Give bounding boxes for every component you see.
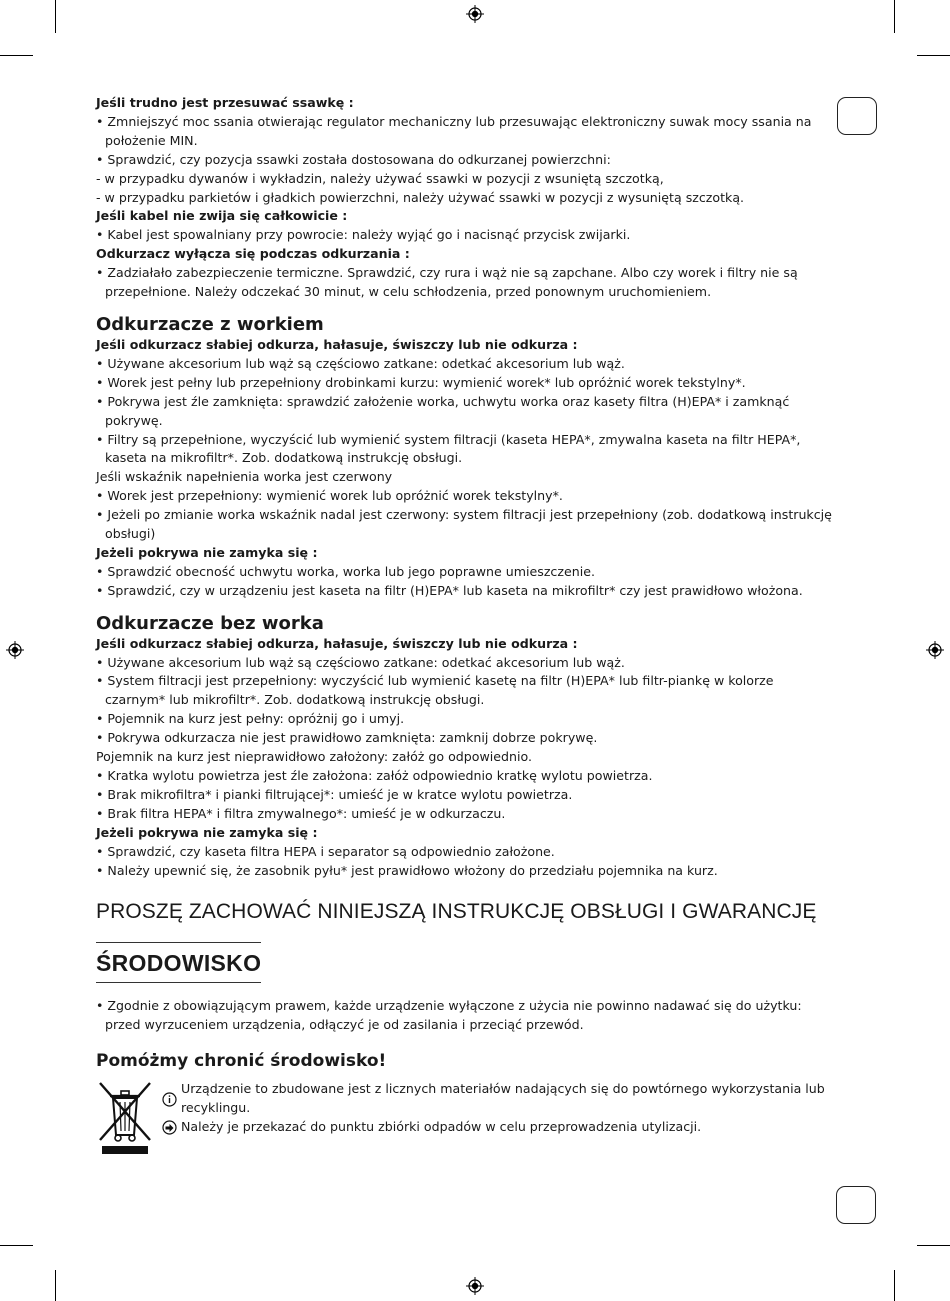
plain-text: Pojemnik na kurz jest nieprawidłowo założony: załóż go odpowiednio.	[96, 749, 533, 765]
crop-mark	[0, 1245, 33, 1246]
crop-mark	[0, 55, 33, 56]
registration-mark-icon	[466, 5, 484, 23]
registration-mark-icon	[466, 1277, 484, 1295]
registration-mark-icon	[6, 641, 24, 659]
list-item: • Używane akcesorium lub wąż są częściowo zatkane: odetkać akcesorium lub wąż.	[96, 355, 625, 371]
crop-mark	[894, 1270, 895, 1301]
list-item: • Sprawdzić, czy pozycja ssawki została dostosowana do odkurzanej powierzchni:	[96, 151, 611, 167]
list-item: • Pokrywa jest źle zamknięta: sprawdzić założenie worka, uchwytu worka oraz kasety filtra (H)EPA* i zamknąć pokrywę.	[96, 393, 790, 428]
section-heading: Jeżeli pokrywa nie zamyka się :	[96, 544, 318, 560]
document-body	[96, 94, 832, 1156]
page-number-box	[836, 1186, 876, 1224]
list-item: • Brak filtra HEPA* i filtra zmywalnego*: umieść je w odkurzaczu.	[96, 805, 506, 821]
bagless-vacuum-title: Odkurzacze bez worka	[96, 612, 324, 634]
section-heading: Jeżeli pokrywa nie zamyka się :	[96, 824, 318, 840]
section-heading: Jeśli odkurzacz słabiej odkurza, hałasuje, świszczy lub nie odkurza :	[96, 635, 578, 651]
list-item: • Sprawdzić obecność uchwytu worka, worka lub jego poprawne umieszczenie.	[96, 563, 595, 579]
list-item: • Filtry są przepełnione, wyczyścić lub wymienić system filtracji (kaseta HEPA*, zmywalna kaseta na filtr HEPA*, kaseta na mikrofiltr*. Zob. dodatkową instrukcję obsługi.	[96, 431, 801, 466]
environment-title-box	[96, 942, 261, 983]
list-item: • Brak mikrofiltra* i pianki filtrującej*: umieść je w kratce wylotu powietrza.	[96, 786, 573, 802]
registration-mark-icon	[926, 641, 944, 659]
list-item: • System filtracji jest przepełniony: wyczyścić lub wymienić kasetę na filtr (H)EPA* lub filtr-piankę w kolorze czarnym* lub mikrofiltr*. Zob. dodatkową instrukcję obsługi.	[96, 673, 774, 708]
help-environment-title: Pomóżmy chronić środowisko!	[96, 1051, 387, 1072]
list-item: • Pojemnik na kurz jest pełny: opróżnij go i umyj.	[96, 711, 405, 727]
section-heading: Jeśli kabel nie zwija się całkowicie :	[96, 208, 348, 224]
list-item: • Należy upewnić się, że zasobnik pyłu* jest prawidłowo włożony do przedziału pojemnika na kurz.	[96, 862, 718, 878]
plain-text: Jeśli wskaźnik napełnienia worka jest czerwony	[96, 469, 393, 485]
list-item: • Jeżeli po zmianie worka wskaźnik nadal jest czerwony: system filtracji jest przepełniony (zob. dodatkową instrukcję obsługi)	[96, 507, 832, 542]
crop-mark	[917, 55, 950, 56]
arrow-right-icon	[162, 1120, 177, 1135]
list-item: • Zadziałało zabezpieczenie termiczne. Sprawdzić, czy rura i wąż nie są zapchane. Albo czy worek i filtry nie są przepełnione. Należy odczekać 30 minut, w celu schłodzenia, przed ponownym uruchomieniem.	[96, 265, 798, 300]
environment-title: ŚRODOWISKO	[96, 950, 262, 977]
list-item: • Używane akcesorium lub wąż są częściowo zatkane: odetkać akcesorium lub wąż.	[96, 654, 625, 670]
section-heading: Jeśli odkurzacz słabiej odkurza, hałasuje, świszczy lub nie odkurza :	[96, 336, 578, 352]
list-item: • Kratka wylotu powietrza jest źle założona: załóż odpowiednio kratkę wylotu powietrza.	[96, 768, 653, 783]
list-item: • Sprawdzić, czy w urządzeniu jest kaseta na filtr (H)EPA* lub kaseta na mikrofiltr* czy jest prawidłowo włożona.	[96, 582, 803, 598]
section-heading: Jeśli trudno jest przesuwać ssawkę :	[96, 95, 354, 110]
section-heading: Odkurzacz wyłącza się podczas odkurzania :	[96, 246, 410, 262]
keep-instructions-notice: PROSZĘ ZACHOWAĆ NINIEJSZĄ INSTRUKCJĘ OBSŁUGI I GWARANCJĘ	[96, 900, 817, 924]
collection-point-text: Należy je przekazać do punktu zbiórki odpadów w celu przeprowadzenia utylizacji.	[181, 1119, 702, 1135]
list-item: • Zgodnie z obowiązującym prawem, każde urządzenie wyłączone z użycia nie powinno nadawać się do użytku: przed wyrzuceniem urządzenia, odłączyć je od zasilania i przeciąć przewód.	[96, 998, 802, 1033]
crop-mark	[55, 0, 56, 33]
list-item: • Sprawdzić, czy kaseta filtra HEPA i separator są odpowiednio założone.	[96, 843, 555, 859]
list-item: - w przypadku parkietów i gładkich powierzchni, należy używać ssawki w pozycji z wysuniętą szczotką.	[96, 189, 745, 205]
info-icon	[162, 1092, 177, 1107]
crop-mark	[917, 1245, 950, 1246]
list-item: - w przypadku dywanów i wykładzin, należy używać ssawki w pozycji z wsuniętą szczotką,	[96, 170, 664, 186]
list-item: • Worek jest przepełniony: wymienić worek lub opróżnić worek tekstylny*.	[96, 488, 563, 504]
recycling-info	[96, 1080, 832, 1156]
crop-mark	[894, 0, 895, 33]
recycling-text: Urządzenie to zbudowane jest z licznych materiałów nadających się do powtórnego wykorzystania lub recyklingu.	[181, 1081, 825, 1116]
bag-vacuum-title: Odkurzacze z workiem	[96, 313, 324, 335]
crop-mark	[55, 1270, 56, 1301]
list-item: • Worek jest pełny lub przepełniony drobinkami kurzu: wymienić worek* lub opróżnić worek tekstylny*.	[96, 374, 746, 390]
list-item: • Zmniejszyć moc ssania otwierając regulator mechaniczny lub przesuwając elektroniczny suwak mocy ssania na położenie MIN.	[96, 113, 812, 148]
list-item: • Kabel jest spowalniany przy powrocie: należy wyjąć go i nacisnąć przycisk zwijarki.	[96, 227, 631, 243]
language-tab-box	[837, 97, 877, 135]
list-item: • Pokrywa odkurzacza nie jest prawidłowo zamknięta: zamknij dobrze pokrywę.	[96, 730, 598, 746]
crossed-bin-icon	[96, 1080, 154, 1156]
